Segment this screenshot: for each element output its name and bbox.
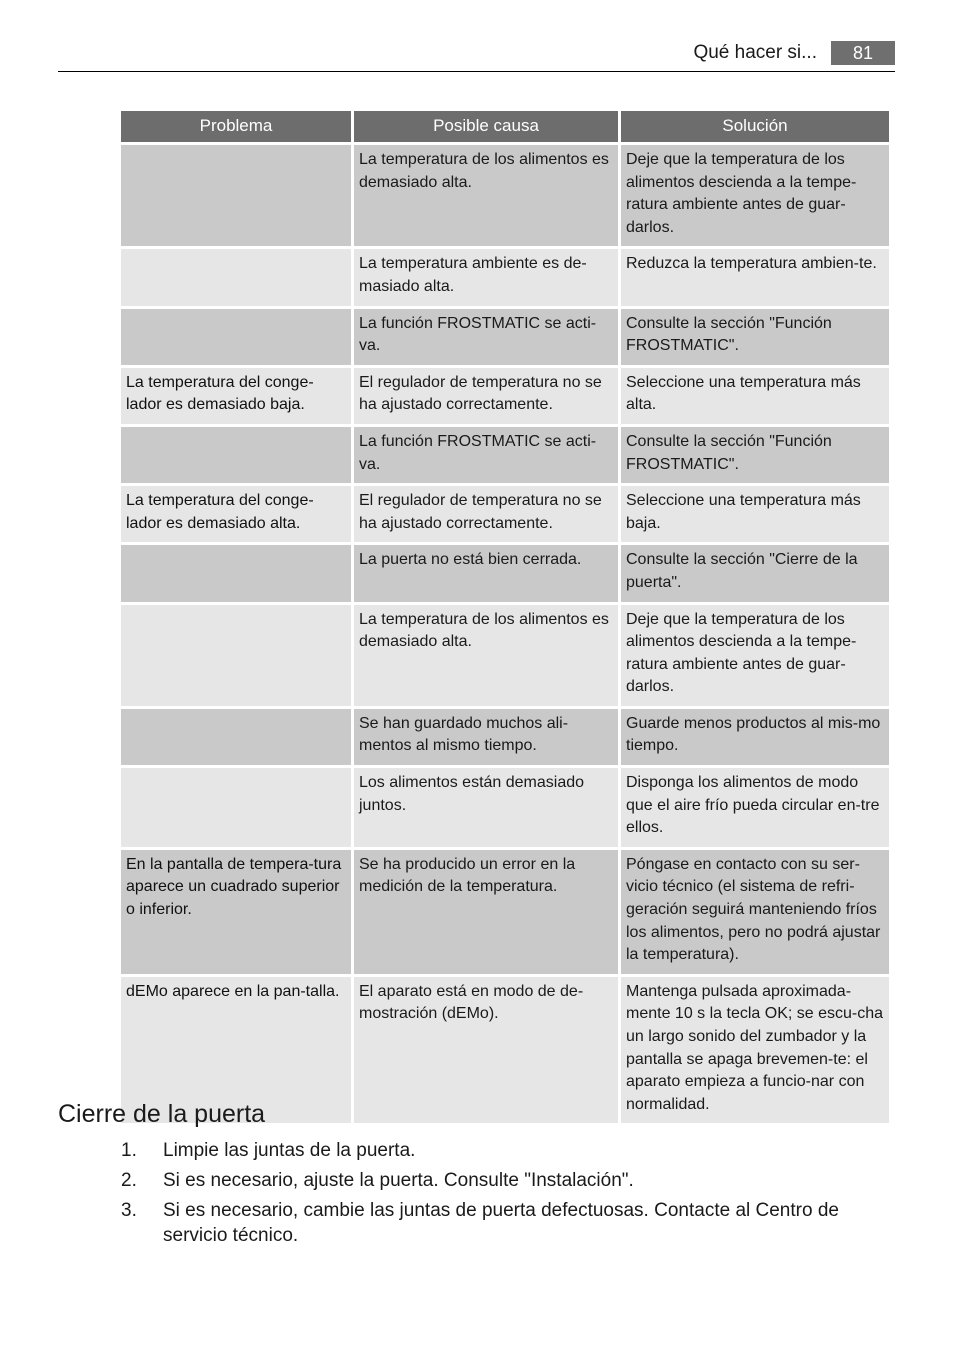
cause-cell: La temperatura ambiente es de-masiado alta. <box>354 249 618 305</box>
cause-cell: El regulador de temperatura no se ha ajustado correctamente. <box>354 368 618 424</box>
page-header <box>58 40 895 72</box>
table-header-row <box>121 111 889 142</box>
solution-cell: Disponga los alimentos de modo que el aire frío pueda circular en-tre ellos. <box>621 768 889 847</box>
problem-cell <box>121 427 351 483</box>
step-number: 2. <box>121 1170 137 1191</box>
table-row <box>121 145 889 246</box>
problem-cell: En la pantalla de tempera-tura aparece un cuadrado superior o inferior. <box>121 850 351 974</box>
table-row <box>121 368 889 424</box>
page-number: 81 <box>831 41 895 65</box>
solution-cell: Póngase en contacto con su ser-vicio técnico (el sistema de refri-geración seguirá manteniendo fríos los alimentos, pero no podrá ajustar la temperatura). <box>621 850 889 974</box>
problem-cell <box>121 709 351 765</box>
solution-cell: Consulte la sección "Función FROSTMATIC". <box>621 309 889 365</box>
step-number: 1. <box>121 1140 137 1161</box>
problem-cell <box>121 249 351 305</box>
cause-cell: La temperatura de los alimentos es demasiado alta. <box>354 605 618 706</box>
problem-cell <box>121 605 351 706</box>
table-row <box>121 605 889 706</box>
table-row <box>121 486 889 542</box>
solution-cell: Mantenga pulsada aproximada-mente 10 s la tecla OK; se escu-cha un largo sonido del zumbador y la pantalla se apaga brevemen-te: el aparato empieza a funcio-nar con normalidad. <box>621 977 889 1124</box>
cause-cell: Los alimentos están demasiado juntos. <box>354 768 618 847</box>
table-row <box>121 545 889 601</box>
column-header-problem: Problema <box>121 111 351 142</box>
table-row <box>121 249 889 305</box>
section-title: Cierre de la puerta <box>58 1100 266 1128</box>
solution-cell: Consulte la sección "Cierre de la puerta". <box>621 545 889 601</box>
steps-list <box>121 1138 895 1253</box>
table-body <box>121 145 889 1123</box>
column-header-solution: Solución <box>621 111 889 142</box>
solution-cell: Deje que la temperatura de los alimentos descienda a la tempe-ratura ambiente antes de guar-darlos. <box>621 145 889 246</box>
step-text: Limpie las juntas de la puerta. <box>163 1140 416 1161</box>
troubleshooting-table <box>118 108 892 1126</box>
table-row <box>121 850 889 974</box>
cause-cell: La función FROSTMATIC se acti-va. <box>354 309 618 365</box>
cause-cell: Se han guardado muchos ali-mentos al mismo tiempo. <box>354 709 618 765</box>
cause-cell: La temperatura de los alimentos es demasiado alta. <box>354 145 618 246</box>
solution-cell: Reduzca la temperatura ambien-te. <box>621 249 889 305</box>
problem-cell: La temperatura del conge-lador es demasiado alta. <box>121 486 351 542</box>
cause-cell: El regulador de temperatura no se ha ajustado correctamente. <box>354 486 618 542</box>
table-row <box>121 768 889 847</box>
problem-cell <box>121 145 351 246</box>
solution-cell: Consulte la sección "Función FROSTMATIC". <box>621 427 889 483</box>
problem-cell: La temperatura del conge-lador es demasiado baja. <box>121 368 351 424</box>
step-text: Si es necesario, ajuste la puerta. Consulte "Instalación". <box>163 1170 634 1191</box>
problem-cell <box>121 768 351 847</box>
table-row <box>121 309 889 365</box>
solution-cell: Deje que la temperatura de los alimentos descienda a la tempe-ratura ambiente antes de guar-darlos. <box>621 605 889 706</box>
solution-cell: Seleccione una temperatura más baja. <box>621 486 889 542</box>
problem-cell <box>121 545 351 601</box>
list-item <box>121 1168 895 1193</box>
solution-cell: Seleccione una temperatura más alta. <box>621 368 889 424</box>
problem-cell: dEMo aparece en la pan-talla. <box>121 977 351 1124</box>
cause-cell: El aparato está en modo de de-mostración (dEMo). <box>354 977 618 1124</box>
table-row <box>121 427 889 483</box>
step-number: 3. <box>121 1200 137 1221</box>
step-text: Si es necesario, cambie las juntas de puerta defectuosas. Contacte al Centro de servicio técnico. <box>163 1200 839 1246</box>
problem-cell <box>121 309 351 365</box>
solution-cell: Guarde menos productos al mis-mo tiempo. <box>621 709 889 765</box>
cause-cell: La puerta no está bien cerrada. <box>354 545 618 601</box>
column-header-cause: Posible causa <box>354 111 618 142</box>
cause-cell: La función FROSTMATIC se acti-va. <box>354 427 618 483</box>
cause-cell: Se ha producido un error en la medición de la temperatura. <box>354 850 618 974</box>
list-item <box>121 1198 895 1248</box>
table-row <box>121 709 889 765</box>
list-item <box>121 1138 895 1163</box>
chapter-title: Qué hacer si... <box>693 42 817 63</box>
